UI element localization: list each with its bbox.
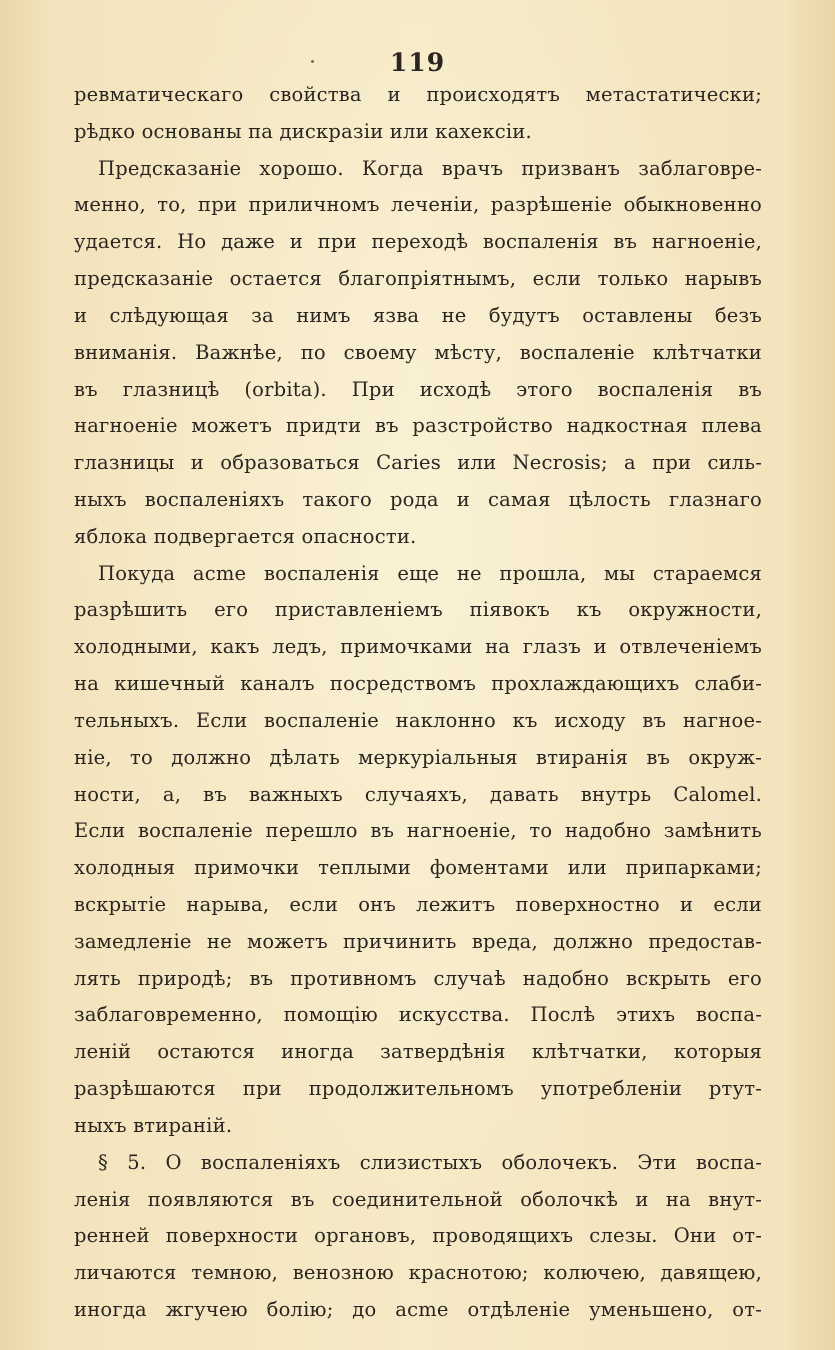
text-line: удается. Но даже и при переходѣ воспаленія въ нагноеніе, (74, 230, 762, 253)
text-line: заблаговременно, помощію искусства. Послѣ этихъ воспа- (74, 1003, 762, 1026)
text-line: ленія появляются въ соединительной оболочкѣ и на внут- (74, 1188, 762, 1211)
text-line: Предсказаніе хорошо. Когда врачъ призванъ заблаговре- (98, 157, 762, 180)
text-line: въ глазницѣ (orbita). При исходѣ этого воспаленія въ (74, 378, 762, 401)
text-line: ныхъ воспаленіяхъ такого рода и самая цѣлость глазнаго (74, 488, 762, 511)
text-line: Покуда acme воспаленія еще не прошла, мы стараемся (98, 562, 762, 585)
text-line: Если воспаленіе перешло въ нагноеніе, то надобно замѣнить (74, 819, 762, 842)
page-number: 119 (389, 48, 446, 77)
text-line: вниманія. Важнѣе, по своему мѣсту, воспаленіе клѣтчатки (74, 341, 762, 364)
text-line: ныхъ втираній. (74, 1114, 233, 1137)
text-line: холодныя примочки теплыми фоментами или припарками; (74, 856, 762, 879)
text-line: ревматическаго свойства и происходятъ метастатически; (74, 83, 762, 106)
text-line: менно, то, при приличномъ леченіи, разрѣшеніе обыкновенно (74, 193, 762, 216)
text-line: иногда жгучею болію; до acme отдѣленіе уменьшено, от- (74, 1298, 762, 1321)
text-line: тельныхъ. Если воспаленіе наклонно къ исходу въ нагное- (74, 709, 762, 732)
text-line: ности, а, въ важныхъ случаяхъ, давать внутрь Calomel. (74, 783, 762, 806)
text-line: ніе, то должно дѣлать меркуріальныя втиранія въ окруж- (74, 746, 762, 769)
text-line: нагноеніе можетъ придти въ разстройство надкостная плева (74, 414, 762, 437)
text-line: разрѣшить его приставленіемъ піявокъ къ окружности, (74, 598, 762, 621)
text-line: рѣдко основаны па дискразіи или кахексіи. (74, 120, 532, 143)
text-line: § 5. О воспаленіяхъ слизистыхъ оболочекъ. Эти воспа- (98, 1151, 762, 1174)
text-line: яблока подвергается опасности. (74, 525, 417, 548)
text-line: разрѣшаются при продолжительномъ употребленіи ртут- (74, 1077, 762, 1100)
text-line: личаются темною, венозною краснотою; колючею, давящею, (74, 1261, 762, 1284)
text-line: замедленіе не можетъ причинить вреда, должно предостав- (74, 930, 762, 953)
text-line: холодными, какъ ледъ, примочками на глазъ и отвлеченіемъ (74, 635, 762, 658)
text-line: лять природѣ; въ противномъ случаѣ надобно вскрыть его (74, 967, 762, 990)
text-line: ренней поверхности органовъ, проводящихъ слезы. Они от- (74, 1224, 762, 1247)
text-line: вскрытіе нарыва, если онъ лежитъ поверхностно и если (74, 893, 762, 916)
text-line: и слѣдующая за нимъ язва не будутъ оставлены безъ (74, 304, 762, 327)
text-line: леній остаются иногда затвердѣнія клѣтчатки, которыя (74, 1040, 762, 1063)
text-line: на кишечный каналъ посредствомъ прохлаждающихъ слаби- (74, 672, 762, 695)
text-line: предсказаніе остается благопріятнымъ, если только нарывъ (74, 267, 762, 290)
text-line: глазницы и образоваться Caries или Necrosis; а при силь- (74, 451, 762, 474)
